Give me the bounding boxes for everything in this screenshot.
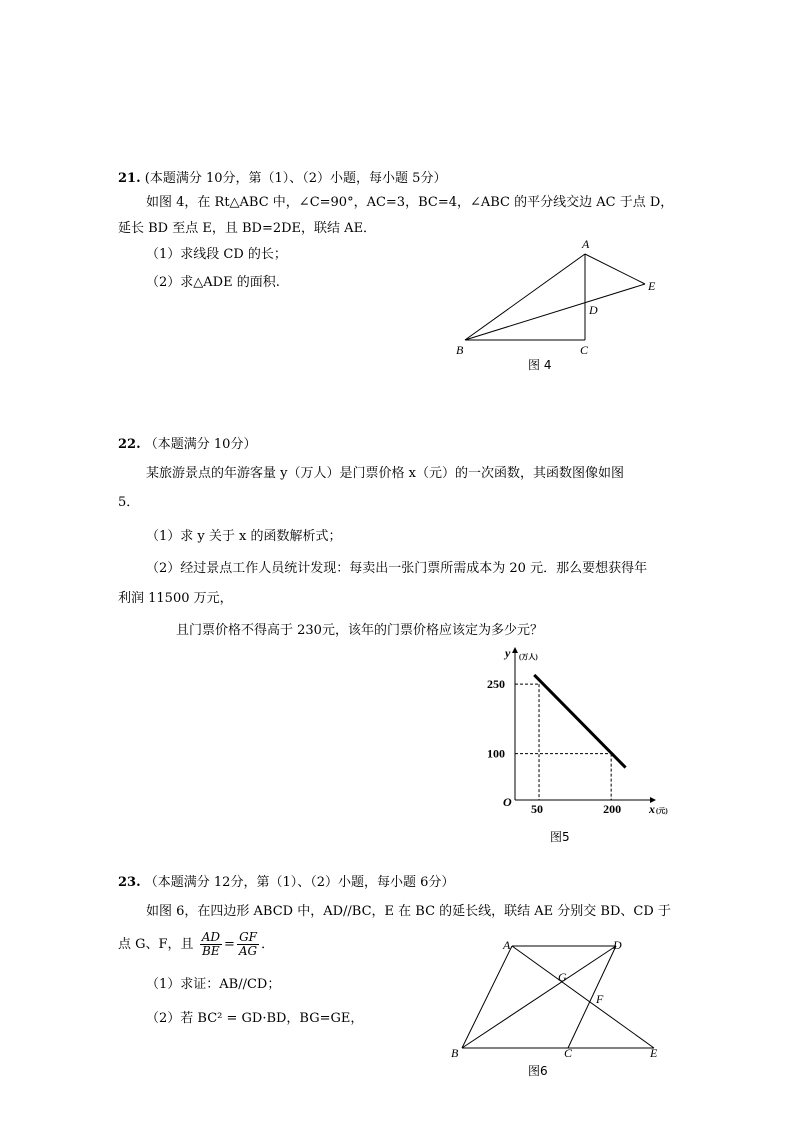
q23-number: 23. (118, 875, 141, 890)
q22-part2b: 利润 11500 万元， (118, 591, 233, 606)
label-d: D (613, 938, 622, 952)
x-axis-unit: (元) (656, 807, 668, 815)
label-b: B (451, 1046, 459, 1060)
q22-part1: （1）求 y 关于 x 的函数解析式； (146, 529, 342, 544)
frac1-denominator: BE (202, 944, 220, 958)
label-f: F (596, 992, 604, 1006)
x-axis-label: x (649, 802, 655, 816)
label-a: A (582, 237, 590, 251)
q21-number: 21. (118, 171, 141, 186)
q23-line2b: ． (261, 937, 275, 952)
x-tick-label-1: 200 (603, 802, 622, 816)
segment-ab (462, 946, 512, 1048)
q22-header-text: （本题满分 10分） (144, 437, 257, 452)
q21-figure (450, 232, 670, 362)
origin-label: O (503, 795, 512, 809)
q21-line1: 如图 4，在 Rt△ABC 中，∠C=90°，AC=3，BC=4，∠ABC 的平分线交边 AC 于点 D， (146, 195, 674, 210)
frac2-numerator: GF (237, 931, 259, 945)
label-e: E (650, 1046, 658, 1060)
segment-ab (465, 254, 585, 340)
y-axis-unit: (万人) (519, 653, 538, 661)
q22-header (118, 436, 256, 454)
y-axis-arrow (512, 647, 518, 653)
q22-line1: 某旅游景点的年游客量 y（万人）是门票价格 x（元）的一次函数，其函数图像如图 (146, 466, 624, 481)
q21-header (118, 170, 446, 188)
y-tick-label-1: 250 (487, 677, 505, 692)
frac1-numerator: AD (201, 930, 220, 944)
q23-part2: （2）若 BC² = GD·BD，BG=GE， (146, 1011, 364, 1026)
q23-caption: 图6 (528, 1064, 548, 1078)
q21-caption: 图 4 (528, 358, 552, 372)
q23-part1: （1）求证：AB//CD； (146, 977, 281, 992)
q23-figure (448, 935, 670, 1065)
q21-header-text: (本题满分 10分，第（1）、（2）小题，每小题 5分） (144, 171, 447, 186)
label-c: C (564, 1046, 573, 1060)
x-tick-label-0: 50 (531, 802, 544, 816)
fig5-caption: 图5 (550, 830, 570, 844)
q23-line1: 如图 6，在四边形 ABCD 中，AD//BC，E 在 BC 的延长线，联结 AE 分别交 BD、CD 于 (146, 904, 671, 919)
q22-part2c: 且门票价格不得高于 230元，该年的门票价格应该定为多少元？ (176, 623, 543, 638)
segment-bd (462, 946, 616, 1048)
fraction-ad-be (200, 931, 222, 958)
q23-line2a: 点 G、F，且 (118, 937, 194, 952)
label-b: B (456, 343, 464, 357)
q21-line2: 延长 BD 至点 E，且 BD=2DE，联结 AE． (118, 221, 377, 236)
segment-ae (585, 254, 645, 284)
y-axis-label: y (505, 646, 511, 660)
q22-line2: 5． (118, 495, 140, 510)
segment-be (465, 284, 645, 340)
q23-header (118, 874, 454, 892)
equals-sign: = (223, 937, 235, 952)
q22-part2a: （2）经过景点工作人员统计发现：每卖出一张门票所需成本为 20 元．那么要想获得年 (146, 561, 648, 576)
label-d: D (589, 303, 598, 317)
segment-ae (512, 946, 654, 1048)
q21-part1: （1）求线段 CD 的长； (146, 247, 287, 262)
label-a: A (503, 938, 511, 952)
label-e: E (648, 279, 656, 293)
label-g: G (558, 970, 567, 984)
q21-part2: （2）求△ADE 的面积. (146, 275, 280, 290)
q23-header-text: （本题满分 12分，第（1）、（2）小题，每小题 6分） (144, 875, 455, 890)
fraction-gf-ag (237, 931, 259, 958)
y-tick-label-0: 100 (487, 746, 505, 761)
frac2-denominator: AG (238, 944, 258, 958)
fig5-chart (480, 645, 670, 825)
q23-line2 (118, 930, 274, 960)
q22-number: 22. (118, 437, 141, 452)
label-c: C (580, 343, 589, 357)
